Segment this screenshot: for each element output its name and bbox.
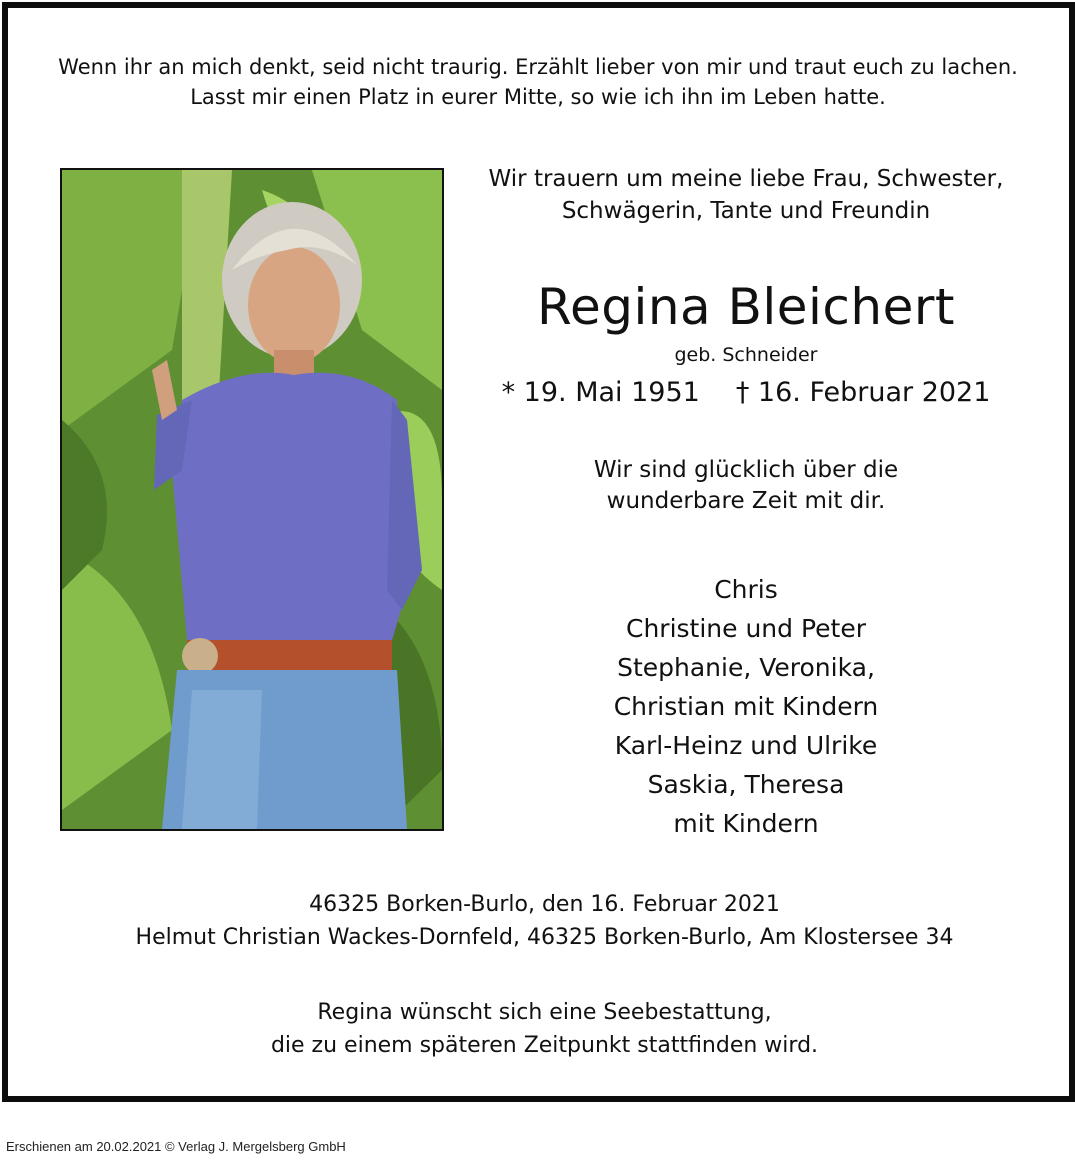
intro-line-2: Schwägerin, Tante und Freundin <box>561 198 931 224</box>
deceased-name: Regina Bleichert <box>536 278 956 336</box>
intro-line-1: Wir trauern um meine liebe Frau, Schwester, <box>488 166 1004 192</box>
burial-note-line-2: die zu einem späteren Zeitpunkt stattfinden wird. <box>270 1033 819 1058</box>
death-date: † 16. Februar 2021 <box>735 377 991 408</box>
motto <box>48 52 1028 112</box>
mourner-line: Chris <box>714 575 778 604</box>
portrait-illustration <box>62 170 442 829</box>
obituary-frame <box>2 2 1075 1102</box>
mourner-line: Stephanie, Veronika, <box>617 653 875 682</box>
motto-line-1: Wenn ihr an mich denkt, seid nicht traurig. Erzählt lieber von mir und traut euch zu lachen. <box>58 55 1018 79</box>
portrait-photo <box>60 168 444 831</box>
place-and-address <box>48 888 1041 954</box>
mourner-line: Christian mit Kindern <box>613 692 879 721</box>
intro-text <box>466 163 1026 227</box>
mourner-line: mit Kindern <box>673 809 819 838</box>
motto-line-2: Lasst mir einen Platz in eurer Mitte, so wie ich ihn im Leben hatte. <box>190 85 886 109</box>
burial-note <box>48 996 1041 1062</box>
publication-footer: Erschienen am 20.02.2021 © Verlag J. Mergelsberg GmbH <box>6 1139 346 1154</box>
burial-note-line-1: Regina wünscht sich eine Seebestattung, <box>317 1000 772 1025</box>
mourner-line: Saskia, Theresa <box>647 770 845 799</box>
place-date-line: 46325 Borken-Burlo, den 16. Februar 2021 <box>309 892 780 917</box>
farewell-quote <box>466 455 1026 517</box>
life-dates <box>466 374 1026 412</box>
birth-name: geb. Schneider <box>674 344 818 366</box>
birth-date: * 19. Mai 1951 <box>501 377 700 408</box>
mourners-list <box>466 570 1026 843</box>
contact-address-line: Helmut Christian Wackes-Dornfeld, 46325 Borken-Burlo, Am Klostersee 34 <box>135 925 954 950</box>
quote-line-1: Wir sind glücklich über die <box>593 457 899 483</box>
quote-line-2: wunderbare Zeit mit dir. <box>606 488 886 514</box>
mourner-line: Karl-Heinz und Ulrike <box>614 731 878 760</box>
mourner-line: Christine und Peter <box>625 614 866 643</box>
